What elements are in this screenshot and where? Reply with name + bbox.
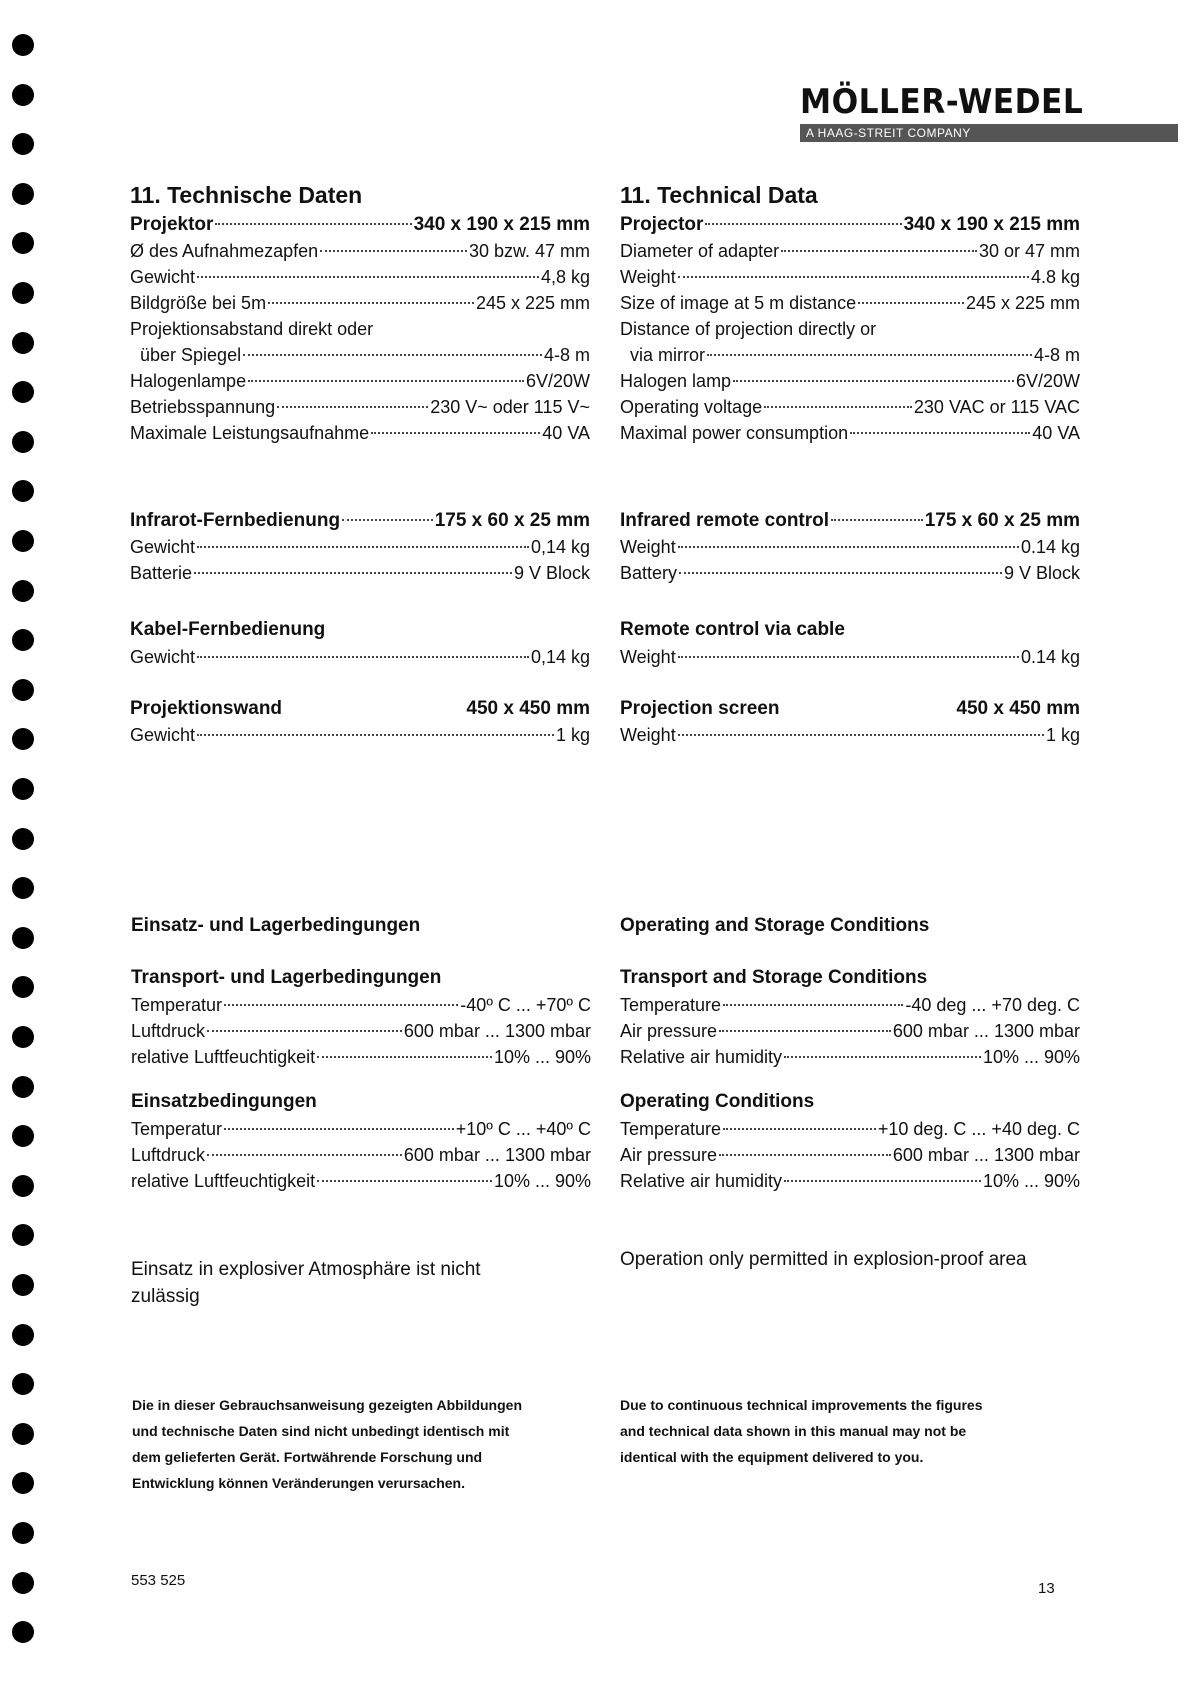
punch-hole <box>12 480 34 502</box>
punch-hole <box>12 1175 34 1197</box>
spec-value: 0.14 kg <box>1020 537 1080 557</box>
punch-hole <box>12 1423 34 1445</box>
spec-row <box>130 394 590 420</box>
document-number: 553 525 <box>131 1572 186 1589</box>
punch-hole <box>12 381 34 403</box>
spec-label: Ø des Aufnahmezapfen <box>130 241 319 261</box>
leader-dots <box>207 1154 402 1156</box>
spec-label: Weight <box>620 537 676 557</box>
spec-label: Operating voltage <box>620 397 763 417</box>
spec-row <box>620 394 1080 420</box>
leader-dots <box>317 1180 492 1182</box>
spec-label: Battery <box>620 563 678 583</box>
leader-dots <box>320 250 467 252</box>
leader-dots <box>277 406 428 408</box>
spec-label: Temperatur <box>131 1119 223 1139</box>
spec-label: Bildgröße bei 5m <box>130 293 267 313</box>
spec-row <box>620 342 1080 368</box>
punch-hole <box>12 431 34 453</box>
punch-hole <box>12 728 34 750</box>
spec-row <box>620 264 1080 290</box>
spec-label: Projection screen <box>620 698 780 719</box>
spec-label: relative Luftfeuchtigkeit <box>131 1047 316 1067</box>
spec-value: 1 kg <box>1045 725 1080 745</box>
german-cable-block <box>130 616 590 670</box>
english-conditions-block <box>620 912 1080 1194</box>
leader-dots <box>705 223 901 225</box>
spec-value: +10º C ... +40º C <box>455 1119 591 1139</box>
spec-row <box>620 1116 1080 1142</box>
spec-row <box>131 1116 591 1142</box>
spec-row <box>131 992 591 1018</box>
leader-dots <box>784 1180 981 1182</box>
leader-dots <box>678 276 1029 278</box>
english-explosion-note <box>620 1246 1120 1273</box>
spec-row <box>620 290 1080 316</box>
section-heading: Remote control via cable <box>620 619 845 640</box>
spec-label: über Spiegel <box>140 345 242 365</box>
leader-dots <box>678 656 1019 658</box>
leader-dots <box>781 250 977 252</box>
disclaimer-line: Entwicklung können Veränderungen verursachen. <box>132 1475 465 1491</box>
leader-dots <box>197 546 529 548</box>
leader-dots <box>719 1154 891 1156</box>
punch-hole <box>12 1572 34 1594</box>
punch-hole <box>12 1125 34 1147</box>
spec-value: 10% ... 90% <box>493 1047 591 1067</box>
spec-value: 1 kg <box>555 725 590 745</box>
spec-row <box>131 1044 591 1070</box>
spec-row <box>130 264 590 290</box>
punch-hole <box>12 183 34 205</box>
spec-row <box>131 1018 591 1044</box>
spec-label: Infrarot-Fernbedienung <box>130 510 341 531</box>
leader-dots <box>784 1056 981 1058</box>
spec-row <box>130 368 590 394</box>
spec-value: 450 x 450 mm <box>956 698 1080 719</box>
german-disclaimer <box>132 1392 587 1496</box>
spec-label: Halogenlampe <box>130 371 247 391</box>
note-line: Operation only permitted in explosion-proof area <box>620 1249 1027 1270</box>
leader-dots <box>719 1030 891 1032</box>
spec-row-infrared <box>620 508 1080 534</box>
leader-dots <box>243 354 542 356</box>
spec-value: -40 deg ... +70 deg. C <box>905 995 1080 1015</box>
note-line: zulässig <box>131 1286 200 1307</box>
german-screen-block <box>130 696 590 748</box>
section-title: 11. Technical Data <box>620 182 818 208</box>
note-line: Einsatz in explosiver Atmosphäre ist nicht <box>131 1259 481 1280</box>
leader-dots <box>723 1128 876 1130</box>
punch-hole <box>12 629 34 651</box>
punch-hole <box>12 1224 34 1246</box>
leader-dots <box>764 406 912 408</box>
spec-row <box>620 722 1080 748</box>
spec-label: Gewicht <box>130 267 196 287</box>
spec-value: 9 V Block <box>513 563 590 583</box>
spec-row <box>620 238 1080 264</box>
spec-row-infrared <box>130 508 590 534</box>
leader-dots <box>678 546 1019 548</box>
spec-row-text <box>620 316 1080 342</box>
leader-dots <box>197 276 539 278</box>
section-heading: Operating Conditions <box>620 1091 815 1112</box>
spec-label: Luftdruck <box>131 1021 206 1041</box>
punch-hole <box>12 282 34 304</box>
spec-label: Gewicht <box>130 725 196 745</box>
leader-dots <box>197 656 529 658</box>
spec-value: 0,14 kg <box>530 647 590 667</box>
spec-value: 600 mbar ... 1300 mbar <box>892 1145 1080 1165</box>
punch-hole <box>12 1621 34 1643</box>
spec-value: 0.14 kg <box>1020 647 1080 667</box>
spec-label: Temperature <box>620 995 722 1015</box>
spec-row <box>620 1044 1080 1070</box>
spec-label: Relative air humidity <box>620 1047 783 1067</box>
spec-value: 600 mbar ... 1300 mbar <box>892 1021 1080 1041</box>
punch-hole <box>12 1076 34 1098</box>
section-title: 11. Technische Daten <box>130 182 363 208</box>
spec-label: Gewicht <box>130 647 196 667</box>
spec-row <box>130 560 590 586</box>
spec-row <box>131 1168 591 1194</box>
spec-label: Temperature <box>620 1119 722 1139</box>
leader-dots <box>248 380 524 382</box>
spec-label: Batterie <box>130 563 193 583</box>
spec-label: Projector <box>620 214 704 235</box>
spec-label: Betriebsspannung <box>130 397 276 417</box>
spec-value: 600 mbar ... 1300 mbar <box>403 1021 591 1041</box>
spec-label: Size of image at 5 m distance <box>620 293 857 313</box>
spec-row <box>130 420 590 446</box>
punch-hole <box>12 877 34 899</box>
spec-value: 245 x 225 mm <box>965 293 1080 313</box>
section-heading: Transport and Storage Conditions <box>620 967 928 988</box>
spec-value: -40º C ... +70º C <box>460 995 591 1015</box>
spec-label: Relative air humidity <box>620 1171 783 1191</box>
section-heading: Transport- und Lagerbedingungen <box>131 967 442 988</box>
english-infrared-block <box>620 508 1080 586</box>
punch-hole <box>12 232 34 254</box>
brand-name: MÖLLER-WEDEL <box>800 82 1084 122</box>
spec-row-screen <box>130 696 590 722</box>
spec-row <box>130 722 590 748</box>
section-heading: Kabel-Fernbedienung <box>130 619 326 640</box>
punch-hole <box>12 133 34 155</box>
punch-hole <box>12 976 34 998</box>
spec-label: via mirror <box>630 345 705 365</box>
spec-value: 40 VA <box>1032 423 1080 443</box>
spec-label: relative Luftfeuchtigkeit <box>131 1171 316 1191</box>
binding-holes <box>0 0 60 1698</box>
section-heading: Operating and Storage Conditions <box>620 915 930 936</box>
spec-label: Projektor <box>130 214 214 235</box>
punch-hole <box>12 1472 34 1494</box>
english-column <box>620 178 1080 446</box>
german-infrared-block <box>130 508 590 586</box>
spec-value: 4-8 m <box>1033 345 1080 365</box>
spec-row <box>130 342 590 368</box>
spec-label: Diameter of adapter <box>620 241 780 261</box>
punch-hole <box>12 34 34 56</box>
punch-hole <box>12 1026 34 1048</box>
spec-row <box>620 368 1080 394</box>
spec-value: 10% ... 90% <box>982 1047 1080 1067</box>
leader-dots <box>317 1056 492 1058</box>
punch-hole <box>12 828 34 850</box>
spec-row-text <box>130 316 590 342</box>
spec-row-projector <box>130 212 590 238</box>
punch-hole <box>12 1522 34 1544</box>
spec-row <box>620 420 1080 446</box>
leader-dots <box>733 380 1014 382</box>
punch-hole <box>12 332 34 354</box>
leader-dots <box>194 572 512 574</box>
spec-value: 10% ... 90% <box>493 1171 591 1191</box>
punch-hole <box>12 84 34 106</box>
punch-hole <box>12 1324 34 1346</box>
spec-label: Halogen lamp <box>620 371 732 391</box>
leader-dots <box>207 1030 402 1032</box>
spec-row <box>131 1142 591 1168</box>
spec-value: 340 x 190 x 215 mm <box>413 214 590 235</box>
leader-dots <box>858 302 964 304</box>
spec-row <box>130 238 590 264</box>
english-disclaimer <box>620 1392 1075 1470</box>
leader-dots <box>371 432 540 434</box>
leader-dots <box>850 432 1030 434</box>
spec-value: 245 x 225 mm <box>475 293 590 313</box>
spec-row <box>620 560 1080 586</box>
leader-dots <box>679 572 1002 574</box>
punch-hole <box>12 679 34 701</box>
disclaimer-line: Due to continuous technical improvements the figures <box>620 1397 983 1413</box>
spec-value: 4,8 kg <box>540 267 590 287</box>
spec-row <box>130 644 590 670</box>
spec-label: Temperatur <box>131 995 223 1015</box>
spec-value: +10 deg. C ... +40 deg. C <box>877 1119 1080 1139</box>
spec-value: 175 x 60 x 25 mm <box>434 510 590 531</box>
spec-value: 6V/20W <box>1015 371 1080 391</box>
spec-row-screen <box>620 696 1080 722</box>
spec-label: Projektionswand <box>130 698 283 719</box>
spec-value: 9 V Block <box>1003 563 1080 583</box>
leader-dots <box>831 519 923 521</box>
spec-row <box>620 534 1080 560</box>
spec-row <box>130 534 590 560</box>
spec-row <box>620 644 1080 670</box>
spec-value: 340 x 190 x 215 mm <box>903 214 1080 235</box>
spec-row-projector <box>620 212 1080 238</box>
spec-value: 450 x 450 mm <box>466 698 590 719</box>
spec-value: 230 VAC or 115 VAC <box>913 397 1080 417</box>
spec-value: 0,14 kg <box>530 537 590 557</box>
punch-hole <box>12 1274 34 1296</box>
spec-label: Weight <box>620 647 676 667</box>
leader-dots <box>707 354 1032 356</box>
german-explosion-note <box>131 1256 591 1310</box>
spec-label: Maximale Leistungsaufnahme <box>130 423 370 443</box>
spec-value: 30 bzw. 47 mm <box>468 241 590 261</box>
leader-dots <box>268 302 474 304</box>
spec-label: Distance of projection directly or <box>620 319 877 339</box>
spec-value: 4-8 m <box>543 345 590 365</box>
spec-label: Air pressure <box>620 1021 718 1041</box>
spec-label: Air pressure <box>620 1145 718 1165</box>
punch-hole <box>12 580 34 602</box>
disclaimer-line: Die in dieser Gebrauchsanweisung gezeigten Abbildungen <box>132 1397 522 1413</box>
brand-logo <box>800 84 1178 142</box>
punch-hole <box>12 1373 34 1395</box>
spec-row <box>130 290 590 316</box>
spec-label: Gewicht <box>130 537 196 557</box>
spec-label: Weight <box>620 725 676 745</box>
leader-dots <box>224 1128 454 1130</box>
spec-value: 30 or 47 mm <box>978 241 1080 261</box>
leader-dots <box>224 1004 458 1006</box>
section-heading: Einsatzbedingungen <box>131 1091 317 1112</box>
spec-label: Luftdruck <box>131 1145 206 1165</box>
leader-dots <box>342 519 433 521</box>
spec-value: 40 VA <box>542 423 590 443</box>
german-conditions-block <box>131 912 591 1194</box>
disclaimer-line: dem gelieferten Gerät. Fortwährende Forschung und <box>132 1449 483 1465</box>
punch-hole <box>12 530 34 552</box>
spec-row <box>620 1168 1080 1194</box>
spec-value: 175 x 60 x 25 mm <box>924 510 1080 531</box>
section-heading: Einsatz- und Lagerbedingungen <box>131 915 421 936</box>
german-column <box>130 178 590 446</box>
page-number: 13 <box>1038 1580 1055 1597</box>
leader-dots <box>678 734 1044 736</box>
spec-value: 600 mbar ... 1300 mbar <box>403 1145 591 1165</box>
english-screen-block <box>620 696 1080 748</box>
spec-row <box>620 1018 1080 1044</box>
spec-label: Maximal power consumption <box>620 423 849 443</box>
spec-row <box>620 992 1080 1018</box>
brand-tagline: A HAAG-STREIT COMPANY <box>800 124 1178 142</box>
disclaimer-line: and technical data shown in this manual may not be <box>620 1423 967 1439</box>
spec-label: Projektionsabstand direkt oder <box>130 319 374 339</box>
leader-dots <box>215 223 411 225</box>
spec-label: Infrared remote control <box>620 510 830 531</box>
english-cable-block <box>620 616 1080 670</box>
spec-value: 6V/20W <box>525 371 590 391</box>
spec-row <box>620 1142 1080 1168</box>
leader-dots <box>723 1004 903 1006</box>
punch-hole <box>12 778 34 800</box>
spec-value: 230 V~ oder 115 V~ <box>430 397 590 417</box>
punch-hole <box>12 927 34 949</box>
disclaimer-line: identical with the equipment delivered to you. <box>620 1449 924 1465</box>
disclaimer-line: und technische Daten sind nicht unbedingt identisch mit <box>132 1423 510 1439</box>
spec-value: 4.8 kg <box>1030 267 1080 287</box>
spec-value: 10% ... 90% <box>982 1171 1080 1191</box>
leader-dots <box>197 734 554 736</box>
spec-label: Weight <box>620 267 676 287</box>
